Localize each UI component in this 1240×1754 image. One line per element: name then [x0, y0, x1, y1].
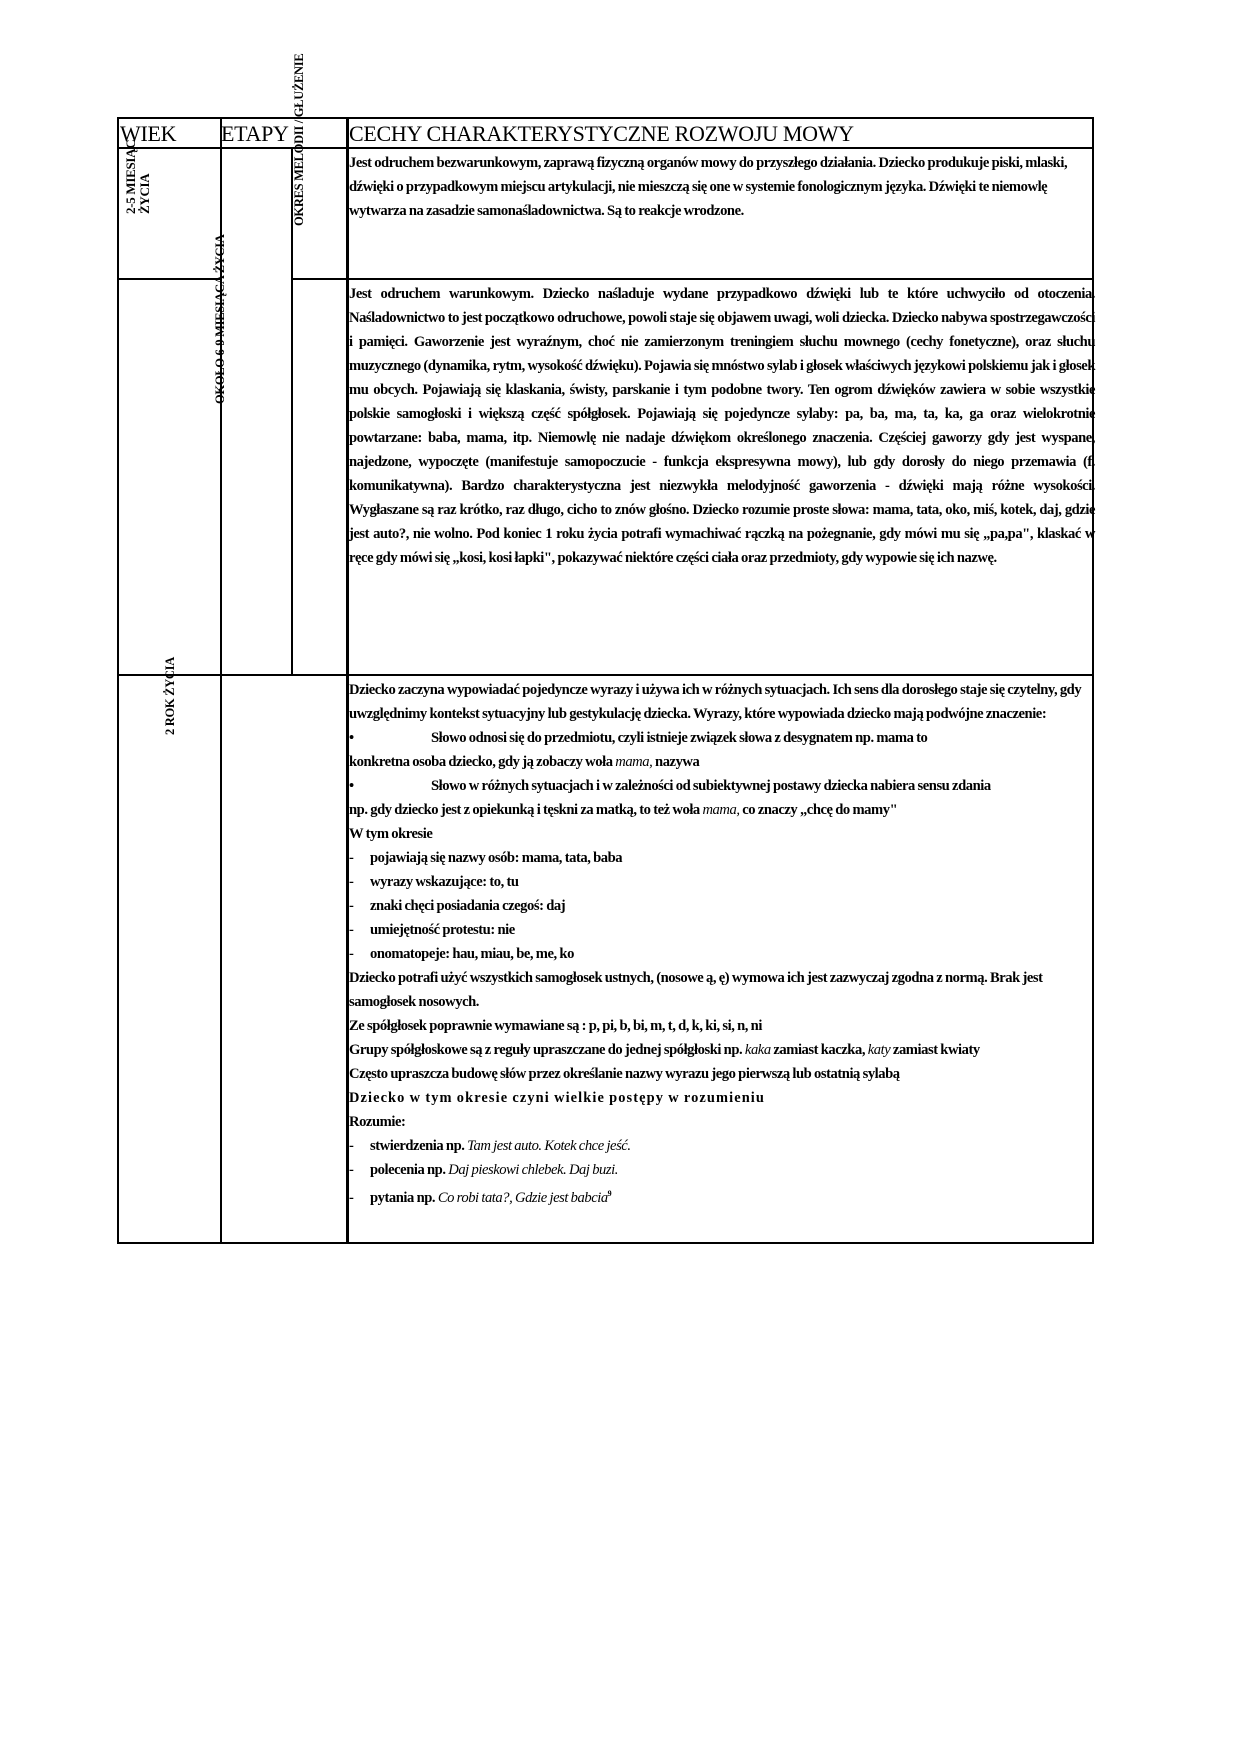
row1-age-label: 2-5 MIESIĄC ŻYCIA — [123, 139, 152, 214]
understands-item: - polecenia np. Daj pieskowi chlebek. Daj buzi. — [349, 1158, 1095, 1182]
col3-border — [291, 147, 293, 675]
simplify-text: Często upraszcza budowę słów przez określanie nazwy wyrazu jego pierwszą lub ostatnią sylabą — [349, 1066, 900, 1082]
dash-icon: - — [349, 1138, 354, 1154]
row1-bottom-border-right — [292, 278, 1094, 280]
dash-icon: - — [349, 850, 354, 866]
footnote-ref[interactable]: 9 — [607, 1189, 612, 1198]
header-wiek: WIEK — [120, 121, 177, 146]
understands-label: Rozumie: — [349, 1114, 406, 1130]
dash-icon: - — [349, 1189, 354, 1206]
consonants-text: Ze spółgłosek poprawnie wymawiane są : p, pi, b, bi, m, t, d, k, ki, si, n, ni — [349, 1018, 762, 1034]
period-item: - umiejętność protestu: nie — [349, 918, 1095, 942]
header-etapy: ETAPY — [221, 121, 289, 146]
row3-intro: Dziecko zaczyna wypowiadać pojedyncze wyrazy i używa ich w różnych sytuacjach. Ich sens dla dorosłego staje się czytelny, gdy uwzględnimy kontekst sytuacyjny lub gestykulację dziecka. Wyrazy, które wypowiada dziecko mają podwójne znaczenie: — [349, 682, 1082, 722]
row1-description: Jest odruchem bezwarunkowym, zaprawą fizyczną organów mowy do przyszłego działania. Dziecko produkuje piski, mlaski, dźwięki o przypadkowym miejscu artykulacji, nie mieszczą się one w systemie fonologicznym języka. Dźwięki te niemowlę wytwarza na zasadzie samonaśladownictwa. Są to reakcje wrodzone. — [349, 155, 1068, 219]
period-item: - onomatopeje: hau, miau, be, me, ko — [349, 942, 1095, 966]
vowels-text: Dziecko potrafi użyć wszystkich samogłosek ustnych, (nosowe ą, ę) wymowa ich jest zazwyczaj zgodna z normą. Brak jest samogłosek nosowych. — [349, 970, 1043, 1010]
dash-icon: - — [349, 922, 354, 938]
period-label: W tym okresie — [349, 826, 433, 842]
row1-stage-label: OKRES MELODII / GŁUŻENIE — [292, 53, 306, 226]
dash-icon: - — [349, 1162, 354, 1178]
table-bottom-border — [117, 1242, 1094, 1244]
bullet-icon: • — [349, 778, 354, 794]
meaning-bullet-2: • Słowo w różnych sytuacjach i w zależności od subiektywnej postawy dziecka nabiera sensu zdania — [349, 774, 1095, 798]
table-left-border — [117, 117, 119, 1244]
period-item: - pojawiają się nazwy osób: mama, tata, baba — [349, 846, 1095, 870]
row3-description: Dziecko zaczyna wypowiadać pojedyncze wyrazy i używa ich w różnych sytuacjach. Ich sens dla dorosłego staje się czytelny, gdy uwzględnimy kontekst sytuacyjny lub gestykulację dziecka. Wyrazy, które wypowiada dziecko mają podwójne znaczenie: • Słowo odnosi się do przedmiotu, czyli istnieje związek słowa z desygnatem np. mama to konkretna osoba dziecko, gdy ją zobaczy woła mama, nazywa • Słowo w różnych sytuacjach i w zależności od subiektywnej postawy dziecka nabiera sensu zdania np. gdy dziecko jest z opiekunką i tęskni za matką, to też woła mama, co znaczy „chcę do mamy" W tym okresie - pojawiają się nazwy osób: mama, tata, baba - wyrazy wskazujące: to, tu - znaki chęci posiadania czegoś: daj - umiejętność protestu: nie - onomatopeje: hau, miau, be, me, ko Dziecko potrafi użyć wszystkich samogłosek ustnych, (nosowe ą, ę) wymowa ich jest zazwyczaj zgodna z normą. Brak jest samogłosek nosowych. Ze spółgłosek poprawnie wymawiane są : p, pi, b, bi, m, t, d, k, ki, si, n, ni Grupy spółgłoskowe są z reguły upraszczane do jednej spółgłoski np. kaka zamiast kaczka, katy zamiast kwiaty Często upraszcza budowę słów przez określanie nazwy wyrazu jego pierwszą lub ostatnią sylabą Dziecko w tym okresie czyni wielkie postępy w rozumieniu Rozumie: - stwierdzenia np. Tam jest auto. Kotek chce jeść. - polecenia np. Daj pieskowi chlebek. Daj buzi. - pytania np. Co robi tata?, Gdzie jest babcia$^9$ — [349, 678, 1095, 1210]
understands-item: - stwierdzenia np. Tam jest auto. Kotek chce jeść. — [349, 1134, 1095, 1158]
bullet-icon: • — [349, 730, 354, 746]
row2-age-label: OKOŁO 6-9 MIESIĄCA ŻYCIA — [213, 234, 227, 404]
row2-bottom-border — [117, 674, 1094, 676]
dash-icon: - — [349, 946, 354, 962]
groups-text: Grupy spółgłoskowe są z reguły upraszczane do jednej spółgłoski np. kaka zamiast kaczka, katy zamiast kwiaty — [349, 1042, 980, 1058]
period-item: - znaki chęci posiadania czegoś: daj — [349, 894, 1095, 918]
period-item: - wyrazy wskazujące: to, tu — [349, 870, 1095, 894]
meaning-bullet-1: • Słowo odnosi się do przedmiotu, czyli istnieje związek słowa z desygnatem np. mama to — [349, 726, 1095, 750]
dash-icon: - — [349, 898, 354, 914]
row2-description: Jest odruchem warunkowym. Dziecko naśladuje wydane przypadkowo dźwięki lub te które uchwyciło od otoczenia. Naśladownictwo to jest początkowo odruchowe, powoli staje się objawem uwagi, woli dziecka. Dziecko nabywa spostrzegawczości i pamięci. Gaworzenie jest wyraźnym, choć nie zamierzonym treningiem słuchu mownego (cechy fonetyczne), oraz słuchu muzycznego (dynamika, rytm, wysokość dźwięku). Pojawia się mnóstwo sylab i głosek właściwych językowi polskiemu jak i głosek mu obcych. Pojawiają się klaskania, świsty, parskanie i tym podobne twory. Ten ogrom dźwięków zawiera w sobie wszystkie polskie samogłoski i większą część spółgłosek. Pojawiają się pojedyncze sylaby: pa, ba, ma, ta, ka, ga oraz wielokrotnie powtarzane: baba, mama, itp. Niemowlę nie nadaje dźwiękom określonego znaczenia. Częściej gaworzy gdy jest wyspane, najedzone, wypoczęte (manifestuje samopoczucie - funkcja ekspresywna mowy), lub gdy dorosły do niego przemawia (f. komunikatywna). Bardzo charakterystyczna jest niezwykła melodyjność gaworzenia - dźwięki mają różne wysokości. Wygłaszane są raz krótko, raz długo, cicho to znów głośno. Dziecko rozumie proste słowa: mama, tata, oko, miś, kotek, daj, gdzie jest auto?, nie wolno. Pod koniec 1 roku życia potrafi wymachiwać rączką na pożegnanie, gdy mówi mu się „pa,pa", klaskać w ręce gdy mówi się „kosi, kosi łapki", pokazywać niektóre części ciała oraz przedmioty, gdy wypowie się ich nazwę. — [349, 286, 1095, 566]
progress-text: Dziecko w tym okresie czyni wielkie postępy w rozumieniu — [349, 1090, 765, 1106]
header-cechy: CECHY CHARAKTERYSTYCZNE ROZWOJU MOWY — [349, 121, 854, 146]
understands-item: - pytania np. Co robi tata?, Gdzie jest babcia$^9$ — [349, 1182, 1095, 1210]
row1-bottom-border-left — [117, 278, 222, 280]
dash-icon: - — [349, 874, 354, 890]
row3-age-label: 2 ROK ŻYCIA — [163, 657, 177, 735]
